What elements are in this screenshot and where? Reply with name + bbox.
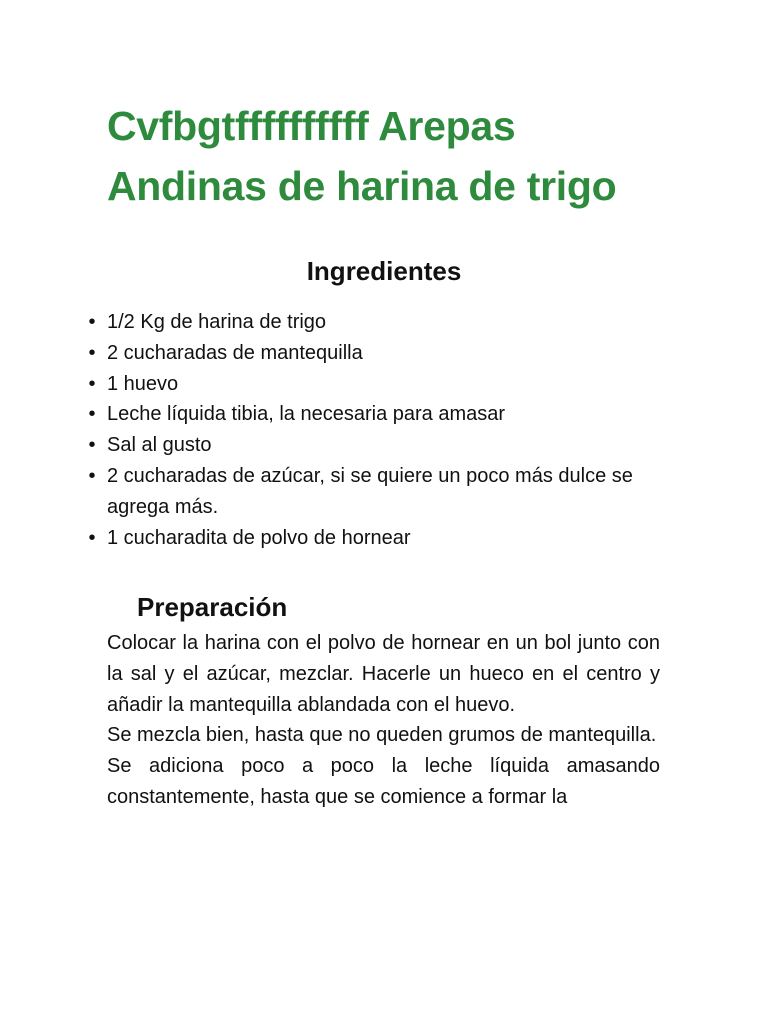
list-item [88,399,667,430]
ingredients-list [88,307,667,553]
recipe-title-line-2: Andinas de harina de trigo [107,163,617,209]
ingredient-text: 1 huevo [107,372,179,395]
list-item [88,430,667,461]
preparation-paragraph: Colocar la harina con el polvo de hornear en un bol junto con la sal y el azúcar, mezclar. Hacerle un hueco en el centro y añadir la mantequilla ablandada con el huevo. [107,632,660,716]
recipe-title-line-1: Cvfbgtffffffffff Arepas [107,103,516,149]
bullet-icon: • [88,311,96,333]
ingredient-text: Leche líquida tibia, la necesaria para amasar [107,403,506,426]
ingredient-text: 1/2 Kg de harina de trigo [107,311,327,333]
bullet-icon: • [88,434,96,457]
list-item [88,338,667,369]
bullet-icon: • [88,372,96,395]
ingredient-text: Sal al gusto [107,434,212,457]
preparation-paragraph: Se mezcla bien, hasta que no queden grumos de mantequilla. [107,724,657,747]
preparation-heading: Preparación [137,592,288,622]
list-item [88,307,667,338]
list-item [88,369,667,400]
bullet-icon: • [88,526,96,549]
preparation-paragraph: Se adiciona poco a poco la leche líquida amasando constantemente, hasta que se comience a formar la [107,755,660,808]
ingredient-text: 1 cucharadita de polvo de hornear [107,526,411,549]
bullet-icon: • [88,464,96,487]
preparation-body [107,628,660,813]
list-item [88,523,667,554]
bullet-icon: • [88,341,96,364]
bullet-icon: • [88,403,96,426]
ingredients-heading: Ingredientes [306,256,462,286]
list-item [88,461,667,523]
ingredient-text: 2 cucharadas de azúcar, si se quiere un poco más dulce se agrega más. [107,464,633,518]
recipe-title [107,96,707,216]
ingredient-text: 2 cucharadas de mantequilla [107,341,363,364]
